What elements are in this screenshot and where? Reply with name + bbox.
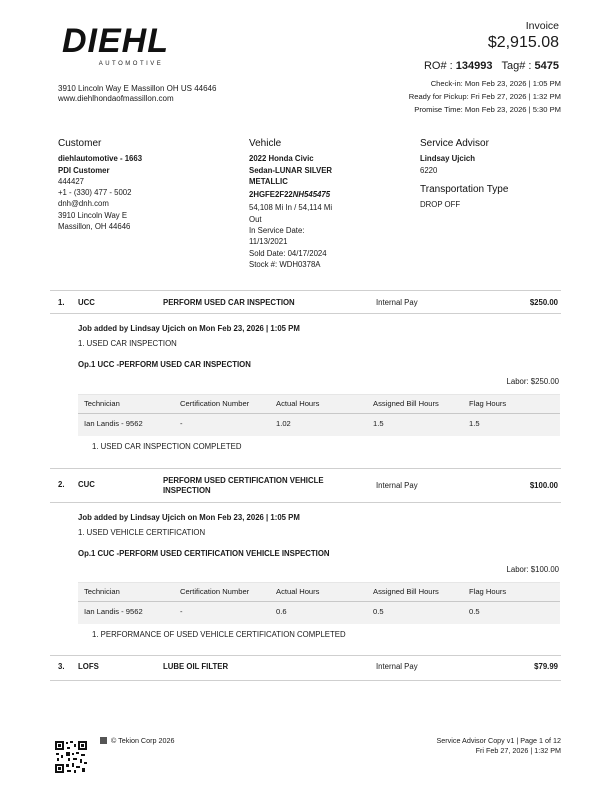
dealer-website: www.diehlhondaofmassillon.com <box>58 94 174 103</box>
advisor-name: Lindsay Ujcich <box>420 154 476 164</box>
vehicle-miles-2: Out <box>249 214 262 224</box>
job-code: LOFS <box>78 662 99 671</box>
cell-actual-hours: 0.6 <box>276 607 287 616</box>
job-title: LUBE OIL FILTER <box>163 662 229 671</box>
logo-wordmark: DIEHL <box>62 22 169 60</box>
printed-date: Fri Feb 27, 2026 | 1:32 PM <box>475 746 561 755</box>
footer-copyright <box>100 736 175 745</box>
promise-date: Promise Time: Mon Feb 23, 2026 | 5:30 PM <box>414 104 561 114</box>
job-added-by: Job added by Lindsay Ujcich on Mon Feb 23, 2026 | 1:05 PM <box>78 324 300 333</box>
job-amount: $100.00 <box>529 481 558 490</box>
advisor-id: 6220 <box>420 165 438 175</box>
col-flag-hours: Flag Hours <box>463 583 560 602</box>
cell-flag-hours: 0.5 <box>469 607 480 616</box>
customer-phone: +1 - (330) 477 - 5002 <box>58 188 132 198</box>
divider <box>50 313 561 314</box>
ready-date: Ready for Pickup: Fri Feb 27, 2026 | 1:32 PM <box>408 91 561 101</box>
col-assigned-hours: Assigned Bill Hours <box>367 395 463 414</box>
job-title <box>163 476 324 496</box>
job-pay-type: Internal Pay <box>376 662 418 671</box>
vehicle-heading: Vehicle <box>249 138 282 149</box>
cell-assigned-hours: 0.5 <box>373 607 384 616</box>
checkin-date: Check-in: Mon Feb 23, 2026 | 1:05 PM <box>430 79 561 88</box>
advisor-heading: Service Advisor <box>420 138 489 149</box>
vehicle-miles: 54,108 Mi In / 54,114 Mi <box>249 203 333 213</box>
copy-info: Service Advisor Copy v1 | Page 1 of 12 <box>436 736 561 745</box>
job-number: 2. <box>58 480 65 489</box>
job-operation: Op.1 UCC -PERFORM USED CAR INSPECTION <box>78 360 251 369</box>
tag-number: 5475 <box>534 60 559 72</box>
job-code: CUC <box>78 480 95 489</box>
stock-number: Stock #: WDH0378A <box>249 259 321 269</box>
table-row <box>78 414 560 434</box>
job-pay-type: Internal Pay <box>376 298 418 307</box>
transport-heading: Transportation Type <box>420 183 509 195</box>
qr-code-icon <box>54 740 88 774</box>
job-code: UCC <box>78 298 95 307</box>
job-title: PERFORM USED CAR INSPECTION <box>163 298 295 307</box>
divider <box>50 680 561 681</box>
job-title-line-1: PERFORM USED CERTIFICATION VEHICLE <box>163 476 324 485</box>
invoice-label: Invoice <box>525 20 559 32</box>
col-technician: Technician <box>78 583 174 602</box>
cell-certification: - <box>180 419 183 428</box>
job-amount: $79.99 <box>534 662 558 671</box>
in-service-date: 11/13/2021 <box>249 237 288 247</box>
in-service-label: In Service Date: <box>249 226 305 236</box>
vehicle-section <box>249 138 389 270</box>
customer-name: diehlautomotive - 1663 <box>58 154 143 164</box>
logo-subtitle: AUTOMOTIVE <box>98 61 164 67</box>
advisor-section <box>420 138 570 210</box>
divider <box>50 655 561 656</box>
transport-type: DROP OFF <box>420 200 461 210</box>
col-assigned-hours: Assigned Bill Hours <box>367 583 463 602</box>
technician-table <box>78 394 560 433</box>
dealer-address <box>58 84 216 104</box>
cell-technician: Ian Landis - 9562 <box>84 607 143 616</box>
col-actual-hours: Actual Hours <box>270 395 367 414</box>
col-actual-hours: Actual Hours <box>270 583 367 602</box>
ro-label: RO# : <box>423 60 453 72</box>
job-row <box>58 476 558 498</box>
cell-actual-hours: 1.02 <box>276 419 291 428</box>
job-pay-type: Internal Pay <box>376 481 418 490</box>
job-story: 1. USED CAR INSPECTION COMPLETED <box>92 442 242 451</box>
vehicle-trim: Sedan-LUNAR SILVER <box>249 165 333 175</box>
col-certification: Certification Number <box>174 395 270 414</box>
customer-section <box>58 138 218 232</box>
tekion-logo-icon <box>100 737 107 744</box>
footer-page-info <box>436 736 561 756</box>
divider <box>50 502 561 503</box>
vin-prefix: 2HGFE2F22 <box>249 190 293 200</box>
job-concern: 1. USED VEHICLE CERTIFICATION <box>78 528 206 537</box>
divider <box>50 468 561 469</box>
col-certification: Certification Number <box>174 583 270 602</box>
dealer-logo <box>62 24 192 67</box>
table-row <box>78 602 560 622</box>
customer-email: dnh@dnh.com <box>58 199 109 209</box>
job-concern: 1. USED CAR INSPECTION <box>78 339 177 348</box>
job-added-by: Job added by Lindsay Ujcich on Mon Feb 23, 2026 | 1:05 PM <box>78 513 300 522</box>
job-details <box>78 323 300 370</box>
job-number: 1. <box>58 298 65 307</box>
cell-flag-hours: 1.5 <box>469 419 480 428</box>
dealer-street: 3910 Lincoln Way E Massillon OH US 44646 <box>58 84 217 93</box>
col-flag-hours: Flag Hours <box>463 395 560 414</box>
job-labor: Labor: $100.00 <box>506 565 559 574</box>
cell-technician: Ian Landis - 9562 <box>84 419 143 428</box>
vehicle-model: 2022 Honda Civic <box>249 154 314 164</box>
customer-type: PDI Customer <box>58 165 110 175</box>
cell-certification: - <box>180 607 183 616</box>
invoice-header <box>488 20 559 52</box>
customer-street: 3910 Lincoln Way E <box>58 210 128 220</box>
vehicle-trim-2: METALLIC <box>249 176 288 186</box>
tag-label: Tag# : <box>501 60 532 72</box>
job-labor: Labor: $250.00 <box>506 377 559 386</box>
job-number: 3. <box>58 662 65 671</box>
job-title-line-2: INSPECTION <box>163 486 211 495</box>
vehicle-vin <box>249 189 389 200</box>
vin-suffix: NH545475 <box>292 190 331 200</box>
copyright-text: © Tekion Corp 2026 <box>111 736 175 745</box>
job-details <box>78 512 330 559</box>
ro-dates <box>409 78 561 116</box>
customer-heading: Customer <box>58 138 102 149</box>
cell-assigned-hours: 1.5 <box>373 419 384 428</box>
technician-table <box>78 582 560 621</box>
ro-tag-line <box>424 60 559 72</box>
ro-number: 134993 <box>455 60 493 72</box>
job-story: 1. PERFORMANCE OF USED VEHICLE CERTIFICATION COMPLETED <box>92 630 346 639</box>
sold-date: Sold Date: 04/17/2024 <box>249 248 327 258</box>
customer-id: 444427 <box>58 176 85 186</box>
job-operation: Op.1 CUC -PERFORM USED CERTIFICATION VEHICLE INSPECTION <box>78 549 330 558</box>
divider <box>50 290 561 291</box>
invoice-total: $2,915.08 <box>487 34 559 51</box>
col-technician: Technician <box>78 395 174 414</box>
job-amount: $250.00 <box>529 298 558 307</box>
customer-city: Massillon, OH 44646 <box>58 222 131 232</box>
